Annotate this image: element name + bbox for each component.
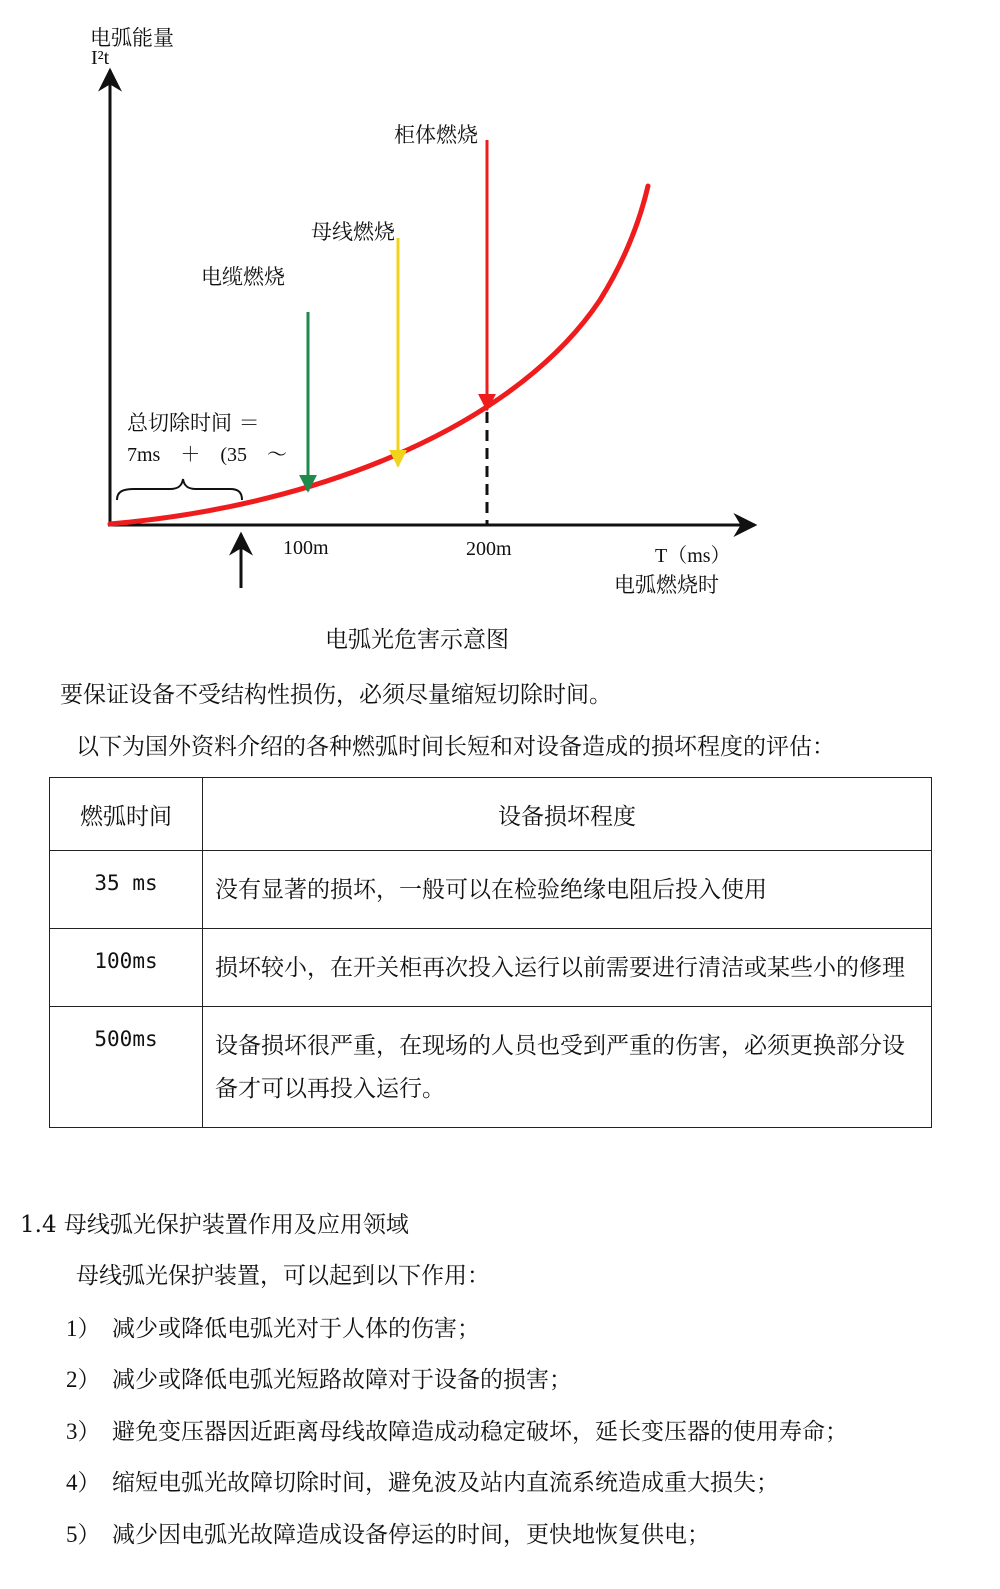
list-text: 减少因电弧光故障造成设备停运的时间，更快地恢复供电；: [112, 1522, 710, 1548]
list-text: 减少或降低电弧光对于人体的伤害；: [112, 1316, 480, 1342]
table-row: [50, 1007, 932, 1128]
list-text: 缩短电弧光故障切除时间，避免波及站内直流系统造成重大损失；: [112, 1470, 779, 1496]
list-item: [66, 1310, 480, 1343]
table-cell-time: 35 ms: [50, 851, 203, 929]
x-axis-label: 电弧燃烧时: [614, 573, 719, 597]
x-tick-200: 200m: [466, 538, 512, 560]
table-header-row: [50, 778, 932, 851]
x-axis-unit: T（ms）: [655, 545, 731, 567]
list-text: 减少或降低电弧光短路故障对于设备的损害；: [112, 1367, 572, 1393]
busbar-burn-label: 母线燃烧: [311, 220, 395, 244]
table-cell-damage: 损坏较小，在开关柜再次投入运行以前需要进行清洁或某些小的修理: [203, 929, 932, 1007]
table-header-damage: 设备损坏程度: [203, 778, 932, 851]
cutoff-time-line1: 总切除时间 ＝: [127, 411, 260, 435]
list-number: 5）: [66, 1522, 101, 1547]
arc-energy-diagram: [0, 0, 1000, 600]
arc-damage-table: [49, 777, 932, 1128]
cutoff-time-line2: 7ms ＋ (35 ～: [127, 444, 287, 466]
y-axis-label: 电弧能量: [90, 26, 174, 50]
cable-burn-label: 电缆燃烧: [201, 265, 285, 289]
section-heading: 1.4 母线弧光保护装置作用及应用领域: [20, 1212, 409, 1238]
list-item: [66, 1413, 848, 1446]
table-cell-time: 500ms: [50, 1007, 203, 1128]
cutoff-time-brace: [117, 479, 242, 500]
figure-caption: 电弧光危害示意图: [325, 627, 509, 653]
list-item: [66, 1464, 779, 1497]
table-cell-time: 100ms: [50, 929, 203, 1007]
section-intro: 母线弧光保护装置，可以起到以下作用：: [76, 1263, 490, 1289]
list-number: 1）: [66, 1316, 101, 1341]
list-number: 4）: [66, 1470, 101, 1495]
table-row: [50, 851, 932, 929]
table-header-time: 燃弧时间: [50, 778, 203, 851]
table-cell-damage: 没有显著的损坏，一般可以在检验绝缘电阻后投入使用: [203, 851, 932, 929]
x-tick-100: 100m: [283, 537, 329, 559]
paragraph-table-intro: 以下为国外资料介绍的各种燃弧时间长短和对设备造成的损坏程度的评估：: [76, 734, 835, 760]
list-item: [66, 1361, 572, 1394]
list-text: 避免变压器因近距离母线故障造成动稳定破坏，延长变压器的使用寿命；: [112, 1419, 848, 1445]
paragraph-requirement: 要保证设备不受结构性损伤，必须尽量缩短切除时间。: [60, 682, 612, 708]
list-item: [66, 1516, 710, 1549]
list-number: 3）: [66, 1419, 101, 1444]
list-number: 2）: [66, 1367, 101, 1392]
table-cell-damage: 设备损坏很严重，在现场的人员也受到严重的伤害，必须更换部分设备才可以再投入运行。: [203, 1007, 932, 1128]
cabinet-burn-label: 柜体燃烧: [394, 123, 478, 147]
table-row: [50, 929, 932, 1007]
y-axis-unit: I²t: [91, 47, 110, 69]
